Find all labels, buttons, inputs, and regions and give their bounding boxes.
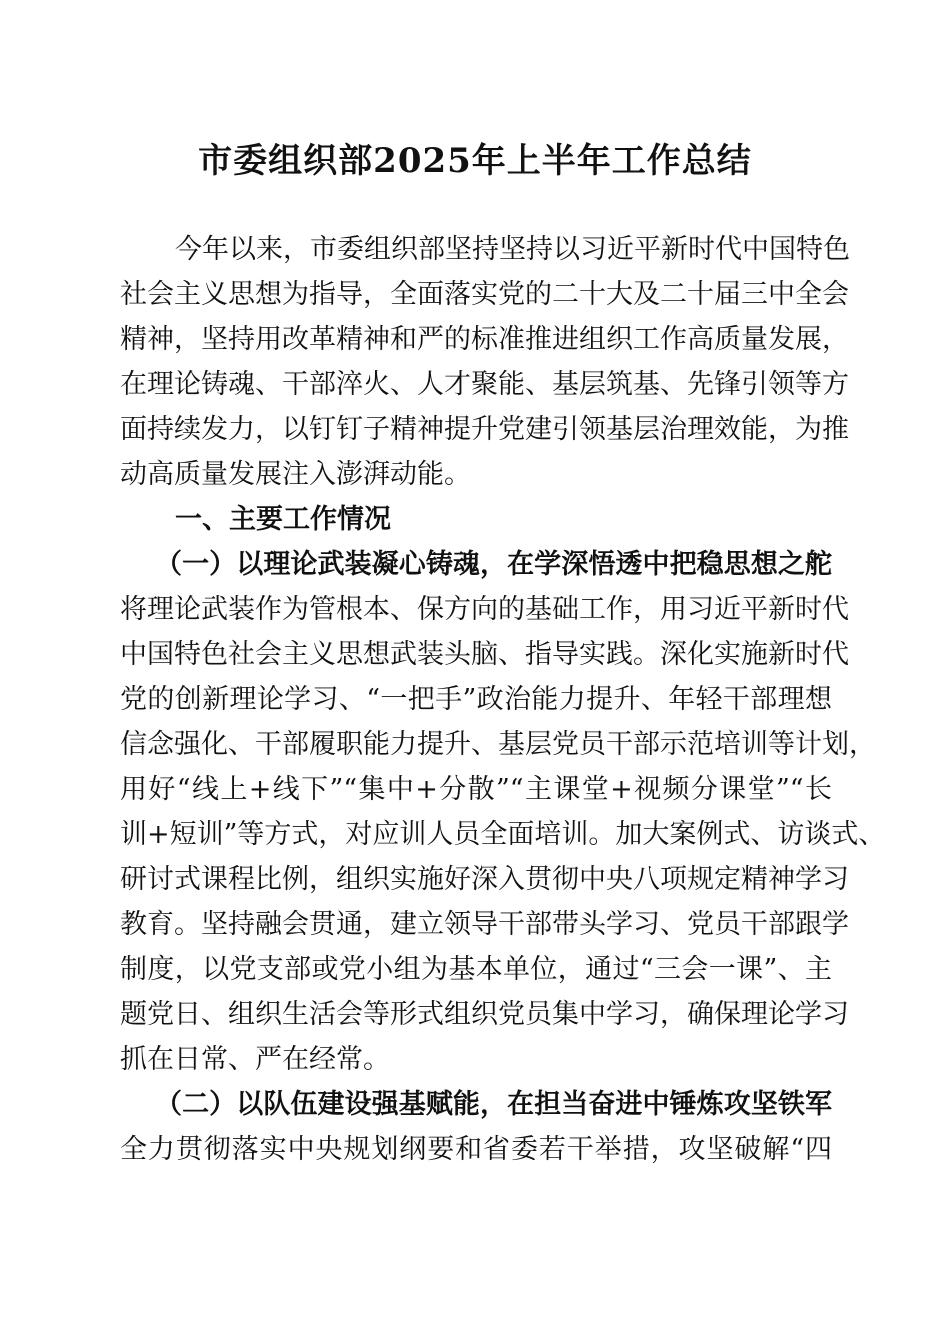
paragraph-line: 面持续发力，以钉钉子精神提升党建引领基层治理效能，为推	[120, 414, 849, 445]
paragraph-line: 训+短训”等方式，对应训人员全面培训。加大案例式、访谈式、	[120, 819, 886, 850]
section-heading: 一、主要工作情况	[175, 504, 391, 535]
paragraph-line: 抓在日常、严在经常。	[120, 1044, 390, 1075]
page-title: 市委组织部2025年上半年工作总结	[198, 141, 752, 181]
paragraph-line: 动高质量发展注入澎湃动能。	[120, 459, 471, 490]
paragraph-line: 制度，以党支部或党小组为基本单位，通过“三会一课”、主	[120, 954, 832, 985]
subsection-heading: （一）以理论武装凝心铸魂，在学深悟透中把稳思想之舵	[155, 549, 832, 580]
paragraph-line: 信念强化、干部履职能力提升、基层党员干部示范培训等计划，	[120, 729, 876, 760]
paragraph-line: 全力贯彻落实中央规划纲要和省委若干举措，攻坚破解“四	[120, 1134, 832, 1165]
paragraph-line: 教育。坚持融会贯通，建立领导干部带头学习、党员干部跟学	[120, 909, 849, 940]
paragraph-line: 用好“线上+线下”“集中+分散”“主课堂+视频分课堂”“长	[120, 774, 832, 805]
paragraph-line: 在理论铸魂、干部淬火、人才聚能、基层筑基、先锋引领等方	[120, 369, 849, 400]
paragraph-line: 题党日、组织生活会等形式组织党员集中学习，确保理论学习	[120, 999, 849, 1030]
paragraph-line: 研讨式课程比例，组织实施好深入贯彻中央八项规定精神学习	[120, 864, 849, 895]
paragraph-line: 社会主义思想为指导，全面落实党的二十大及二十届三中全会	[120, 279, 849, 310]
subsection-heading: （二）以队伍建设强基赋能，在担当奋进中锤炼攻坚铁军	[155, 1089, 832, 1120]
paragraph-line: 党的创新理论学习、“一把手”政治能力提升、年轻干部理想	[120, 684, 832, 715]
paragraph-line: 将理论武装作为管根本、保方向的基础工作，用习近平新时代	[120, 594, 849, 625]
paragraph-line: 中国特色社会主义思想武装头脑、指导实践。深化实施新时代	[120, 639, 849, 670]
paragraph-line: 精神，坚持用改革精神和严的标准推进组织工作高质量发展，	[120, 324, 849, 355]
paragraph-line: 今年以来，市委组织部坚持坚持以习近平新时代中国特色	[175, 234, 850, 265]
